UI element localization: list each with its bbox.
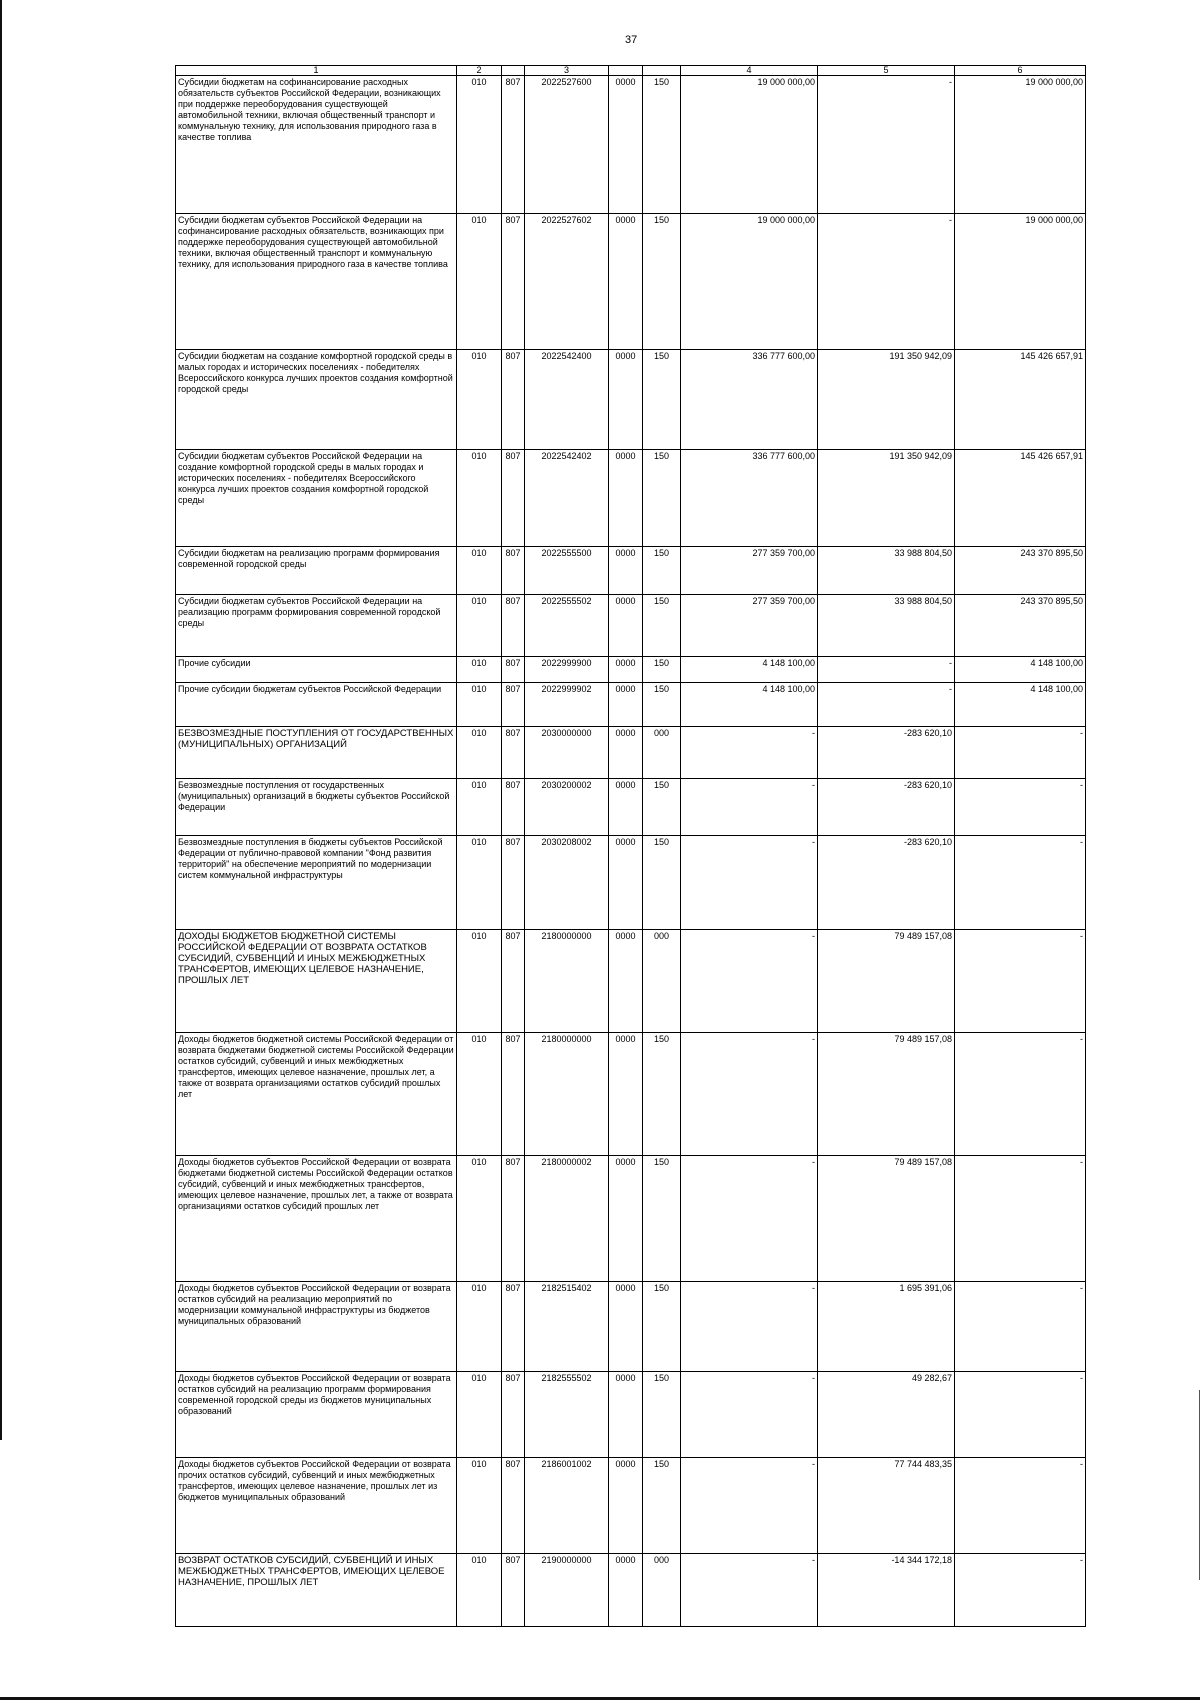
code-cell: 807: [502, 450, 525, 547]
row-name-cell: Субсидии бюджетам на создание комфортной городской среды в малых городах и исторических поселениях - победителях Всероссийского конкурса лучших проектов создания комфортной городской среды: [176, 350, 457, 450]
value-cell-4: -: [681, 1156, 818, 1282]
code-cell: 0000: [609, 1554, 643, 1627]
code-cell: 0000: [609, 76, 643, 214]
value-cell-6: 145 426 657,91: [955, 350, 1086, 450]
header-cell: 6: [955, 66, 1086, 76]
code-cell: 807: [502, 1554, 525, 1627]
code-cell: 010: [457, 657, 502, 683]
row-name-cell: Безвозмездные поступления от государственных (муниципальных) организаций в бюджеты субъектов Российской Федерации: [176, 779, 457, 836]
row-name-cell: Субсидии бюджетам субъектов Российской Федерации на софинансирование расходных обязательств, возникающих при поддержке переоборудования существующей автомобильной техники, включая общественный транспорт и коммунальную технику, для использования природного газа в качестве топлива: [176, 214, 457, 350]
code-cell: 0000: [609, 779, 643, 836]
code-cell: 807: [502, 930, 525, 1033]
row-name-cell: Доходы бюджетов бюджетной системы Российской Федерации от возврата бюджетами бюджетной системы Российской Федерации остатков субсидий, субвенций и иных межбюджетных трансфертов, имеющих целевое назначение, прошлых лет, а также от возврата организациями остатков субсидий прошлых лет: [176, 1033, 457, 1156]
code-cell: 010: [457, 76, 502, 214]
value-cell-5: 79 489 157,08: [818, 1156, 955, 1282]
code-cell: 2182555502: [525, 1372, 609, 1458]
code-cell: 010: [457, 683, 502, 727]
code-cell: 150: [643, 547, 681, 595]
row-name-cell: Субсидии бюджетам субъектов Российской Федерации на реализацию программ формирования современной городской среды: [176, 595, 457, 657]
value-cell-4: 4 148 100,00: [681, 683, 818, 727]
row-name-cell: Прочие субсидии: [176, 657, 457, 683]
code-cell: 0000: [609, 350, 643, 450]
value-cell-4: 336 777 600,00: [681, 450, 818, 547]
value-cell-6: 243 370 895,50: [955, 547, 1086, 595]
code-cell: 0000: [609, 1156, 643, 1282]
value-cell-4: 277 359 700,00: [681, 595, 818, 657]
table-row: [176, 547, 1086, 595]
header-cell: 5: [818, 66, 955, 76]
code-cell: 010: [457, 350, 502, 450]
code-cell: 2182515402: [525, 1282, 609, 1372]
code-cell: 0000: [609, 450, 643, 547]
value-cell-4: -: [681, 1554, 818, 1627]
value-cell-4: -: [681, 727, 818, 779]
table-row: [176, 1372, 1086, 1458]
code-cell: 807: [502, 350, 525, 450]
table-row: [176, 1033, 1086, 1156]
code-cell: 010: [457, 1458, 502, 1554]
code-cell: 010: [457, 1554, 502, 1627]
code-cell: 150: [643, 1282, 681, 1372]
scan-edge-left: [0, 0, 2, 1440]
value-cell-4: -: [681, 930, 818, 1033]
value-cell-5: -: [818, 657, 955, 683]
value-cell-4: -: [681, 1033, 818, 1156]
value-cell-6: -: [955, 1156, 1086, 1282]
row-name-cell: Доходы бюджетов субъектов Российской Федерации от возврата остатков субсидий на реализацию программ формирования современной городской среды из бюджетов муниципальных образований: [176, 1372, 457, 1458]
table-row: [176, 1458, 1086, 1554]
value-cell-4: 336 777 600,00: [681, 350, 818, 450]
header-cell: 4: [681, 66, 818, 76]
code-cell: 807: [502, 1033, 525, 1156]
code-cell: 150: [643, 1458, 681, 1554]
value-cell-5: 191 350 942,09: [818, 350, 955, 450]
code-cell: 2022555500: [525, 547, 609, 595]
code-cell: 0000: [609, 547, 643, 595]
code-cell: 0000: [609, 214, 643, 350]
value-cell-6: 4 148 100,00: [955, 683, 1086, 727]
value-cell-6: -: [955, 779, 1086, 836]
value-cell-6: 19 000 000,00: [955, 76, 1086, 214]
value-cell-5: -14 344 172,18: [818, 1554, 955, 1627]
table-row: [176, 836, 1086, 930]
code-cell: 150: [643, 76, 681, 214]
value-cell-4: 277 359 700,00: [681, 547, 818, 595]
code-cell: 0000: [609, 683, 643, 727]
value-cell-6: 4 148 100,00: [955, 657, 1086, 683]
value-cell-4: -: [681, 1458, 818, 1554]
scan-edge-bottom: [0, 1697, 1200, 1700]
code-cell: 010: [457, 836, 502, 930]
table-row: [176, 657, 1086, 683]
code-cell: 807: [502, 76, 525, 214]
code-cell: 010: [457, 1282, 502, 1372]
value-cell-5: 79 489 157,08: [818, 930, 955, 1033]
value-cell-6: 19 000 000,00: [955, 214, 1086, 350]
code-cell: 2022527600: [525, 76, 609, 214]
value-cell-5: -283 620,10: [818, 727, 955, 779]
value-cell-6: 243 370 895,50: [955, 595, 1086, 657]
value-cell-5: -283 620,10: [818, 836, 955, 930]
row-name-cell: БЕЗВОЗМЕЗДНЫЕ ПОСТУПЛЕНИЯ ОТ ГОСУДАРСТВЕННЫХ (МУНИЦИПАЛЬНЫХ) ОРГАНИЗАЦИЙ: [176, 727, 457, 779]
value-cell-4: -: [681, 1282, 818, 1372]
table-row: [176, 1282, 1086, 1372]
header-row: [176, 66, 1086, 76]
row-name-cell: Безвозмездные поступления в бюджеты субъектов Российской Федерации от публично-правовой компании "Фонд развития территорий" на обеспечение мероприятий по модернизации систем коммунальной инфраструктуры: [176, 836, 457, 930]
code-cell: 807: [502, 1372, 525, 1458]
code-cell: 807: [502, 779, 525, 836]
code-cell: 010: [457, 930, 502, 1033]
code-cell: 150: [643, 350, 681, 450]
table-row: [176, 683, 1086, 727]
table-row: [176, 76, 1086, 214]
code-cell: 807: [502, 547, 525, 595]
value-cell-5: 33 988 804,50: [818, 547, 955, 595]
row-name-cell: Прочие субсидии бюджетам субъектов Российской Федерации: [176, 683, 457, 727]
code-cell: 000: [643, 1554, 681, 1627]
code-cell: 2186001002: [525, 1458, 609, 1554]
value-cell-6: 145 426 657,91: [955, 450, 1086, 547]
code-cell: 0000: [609, 836, 643, 930]
code-cell: 0000: [609, 1458, 643, 1554]
header-cell: 1: [176, 66, 457, 76]
code-cell: 2022542400: [525, 350, 609, 450]
row-name-cell: Субсидии бюджетам на реализацию программ формирования современной городской среды: [176, 547, 457, 595]
code-cell: 010: [457, 1372, 502, 1458]
header-cell: [502, 66, 525, 76]
table-row: [176, 1554, 1086, 1627]
code-cell: 807: [502, 683, 525, 727]
value-cell-5: -283 620,10: [818, 779, 955, 836]
code-cell: 150: [643, 1372, 681, 1458]
code-cell: 2030200002: [525, 779, 609, 836]
code-cell: 000: [643, 930, 681, 1033]
value-cell-6: -: [955, 1033, 1086, 1156]
code-cell: 807: [502, 836, 525, 930]
code-cell: 0000: [609, 727, 643, 779]
code-cell: 807: [502, 727, 525, 779]
code-cell: 0000: [609, 595, 643, 657]
row-name-cell: ДОХОДЫ БЮДЖЕТОВ БЮДЖЕТНОЙ СИСТЕМЫ РОССИЙСКОЙ ФЕДЕРАЦИИ ОТ ВОЗВРАТА ОСТАТКОВ СУБСИДИЙ, СУБВЕНЦИЙ И ИНЫХ МЕЖБЮДЖЕТНЫХ ТРАНСФЕРТОВ, ИМЕЮЩИХ ЦЕЛЕВОЕ НАЗНАЧЕНИЕ, ПРОШЛЫХ ЛЕТ: [176, 930, 457, 1033]
code-cell: 010: [457, 595, 502, 657]
table-row: [176, 727, 1086, 779]
row-name-cell: Доходы бюджетов субъектов Российской Федерации от возврата прочих остатков субсидий, субвенций и иных межбюджетных трансфертов, имеющих целевое назначение, прошлых лет из бюджетов муниципальных образований: [176, 1458, 457, 1554]
code-cell: 2180000000: [525, 1033, 609, 1156]
value-cell-4: 4 148 100,00: [681, 657, 818, 683]
code-cell: 150: [643, 1156, 681, 1282]
code-cell: 0000: [609, 1282, 643, 1372]
value-cell-5: 33 988 804,50: [818, 595, 955, 657]
income-report-table: [175, 65, 1086, 1627]
code-cell: 2030000000: [525, 727, 609, 779]
value-cell-6: -: [955, 1554, 1086, 1627]
code-cell: 807: [502, 1156, 525, 1282]
value-cell-5: 49 282,67: [818, 1372, 955, 1458]
value-cell-5: -: [818, 76, 955, 214]
table-row: [176, 595, 1086, 657]
code-cell: 010: [457, 450, 502, 547]
table-row: [176, 350, 1086, 450]
code-cell: 2180000000: [525, 930, 609, 1033]
code-cell: 010: [457, 727, 502, 779]
code-cell: 0000: [609, 1033, 643, 1156]
value-cell-4: 19 000 000,00: [681, 76, 818, 214]
table-row: [176, 450, 1086, 547]
code-cell: 0000: [609, 1372, 643, 1458]
code-cell: 2190000000: [525, 1554, 609, 1627]
value-cell-6: -: [955, 727, 1086, 779]
value-cell-6: -: [955, 1372, 1086, 1458]
value-cell-4: -: [681, 779, 818, 836]
code-cell: 150: [643, 595, 681, 657]
value-cell-5: 77 744 483,35: [818, 1458, 955, 1554]
header-cell: 3: [525, 66, 609, 76]
code-cell: 010: [457, 547, 502, 595]
header-cell: 2: [457, 66, 502, 76]
code-cell: 150: [643, 214, 681, 350]
code-cell: 0000: [609, 657, 643, 683]
table-row: [176, 930, 1086, 1033]
code-cell: 000: [643, 727, 681, 779]
value-cell-4: -: [681, 1372, 818, 1458]
value-cell-5: 79 489 157,08: [818, 1033, 955, 1156]
header-cell: [609, 66, 643, 76]
code-cell: 807: [502, 657, 525, 683]
code-cell: 2022542402: [525, 450, 609, 547]
code-cell: 150: [643, 683, 681, 727]
code-cell: 150: [643, 836, 681, 930]
code-cell: 150: [643, 1033, 681, 1156]
code-cell: 2022555502: [525, 595, 609, 657]
page-number: 37: [625, 34, 638, 46]
value-cell-4: 19 000 000,00: [681, 214, 818, 350]
code-cell: 2022999900: [525, 657, 609, 683]
table-row: [176, 779, 1086, 836]
code-cell: 807: [502, 214, 525, 350]
row-name-cell: Субсидии бюджетам субъектов Российской Федерации на создание комфортной городской среды в малых городах и исторических поселениях - победителях Всероссийского конкурса лучших проектов создания комфортной городской среды: [176, 450, 457, 547]
value-cell-4: -: [681, 836, 818, 930]
table-body: [176, 66, 1086, 1627]
row-name-cell: ВОЗВРАТ ОСТАТКОВ СУБСИДИЙ, СУБВЕНЦИЙ И ИНЫХ МЕЖБЮДЖЕТНЫХ ТРАНСФЕРТОВ, ИМЕЮЩИХ ЦЕЛЕВОЕ НАЗНАЧЕНИЕ, ПРОШЛЫХ ЛЕТ: [176, 1554, 457, 1627]
code-cell: 2022999902: [525, 683, 609, 727]
value-cell-5: -: [818, 214, 955, 350]
code-cell: 807: [502, 1458, 525, 1554]
code-cell: 807: [502, 1282, 525, 1372]
code-cell: 150: [643, 450, 681, 547]
value-cell-5: 1 695 391,06: [818, 1282, 955, 1372]
code-cell: 150: [643, 779, 681, 836]
value-cell-5: -: [818, 683, 955, 727]
table-row: [176, 1156, 1086, 1282]
code-cell: 0000: [609, 930, 643, 1033]
row-name-cell: Доходы бюджетов субъектов Российской Федерации от возврата остатков субсидий на реализацию мероприятий по модернизации коммунальной инфраструктуры из бюджетов муниципальных образований: [176, 1282, 457, 1372]
code-cell: 010: [457, 1156, 502, 1282]
value-cell-6: -: [955, 1282, 1086, 1372]
header-cell: [643, 66, 681, 76]
code-cell: 2022527602: [525, 214, 609, 350]
code-cell: 2030208002: [525, 836, 609, 930]
code-cell: 150: [643, 657, 681, 683]
code-cell: 010: [457, 1033, 502, 1156]
value-cell-5: 191 350 942,09: [818, 450, 955, 547]
table-row: [176, 214, 1086, 350]
value-cell-6: -: [955, 1458, 1086, 1554]
value-cell-6: -: [955, 836, 1086, 930]
value-cell-6: -: [955, 930, 1086, 1033]
code-cell: 2180000002: [525, 1156, 609, 1282]
code-cell: 010: [457, 779, 502, 836]
row-name-cell: Доходы бюджетов субъектов Российской Федерации от возврата бюджетами бюджетной системы Российской Федерации остатков субсидий, субвенций и иных межбюджетных трансфертов, имеющих целевое назначение, прошлых лет, а также от возврата организациями остатков субсидий прошлых лет: [176, 1156, 457, 1282]
code-cell: 010: [457, 214, 502, 350]
code-cell: 807: [502, 595, 525, 657]
row-name-cell: Субсидии бюджетам на софинансирование расходных обязательств субъектов Российской Федерации, возникающих при поддержке переоборудования существующей автомобильной техники, включая общественный транспорт и коммунальную технику, для использования природного газа в качестве топлива: [176, 76, 457, 214]
